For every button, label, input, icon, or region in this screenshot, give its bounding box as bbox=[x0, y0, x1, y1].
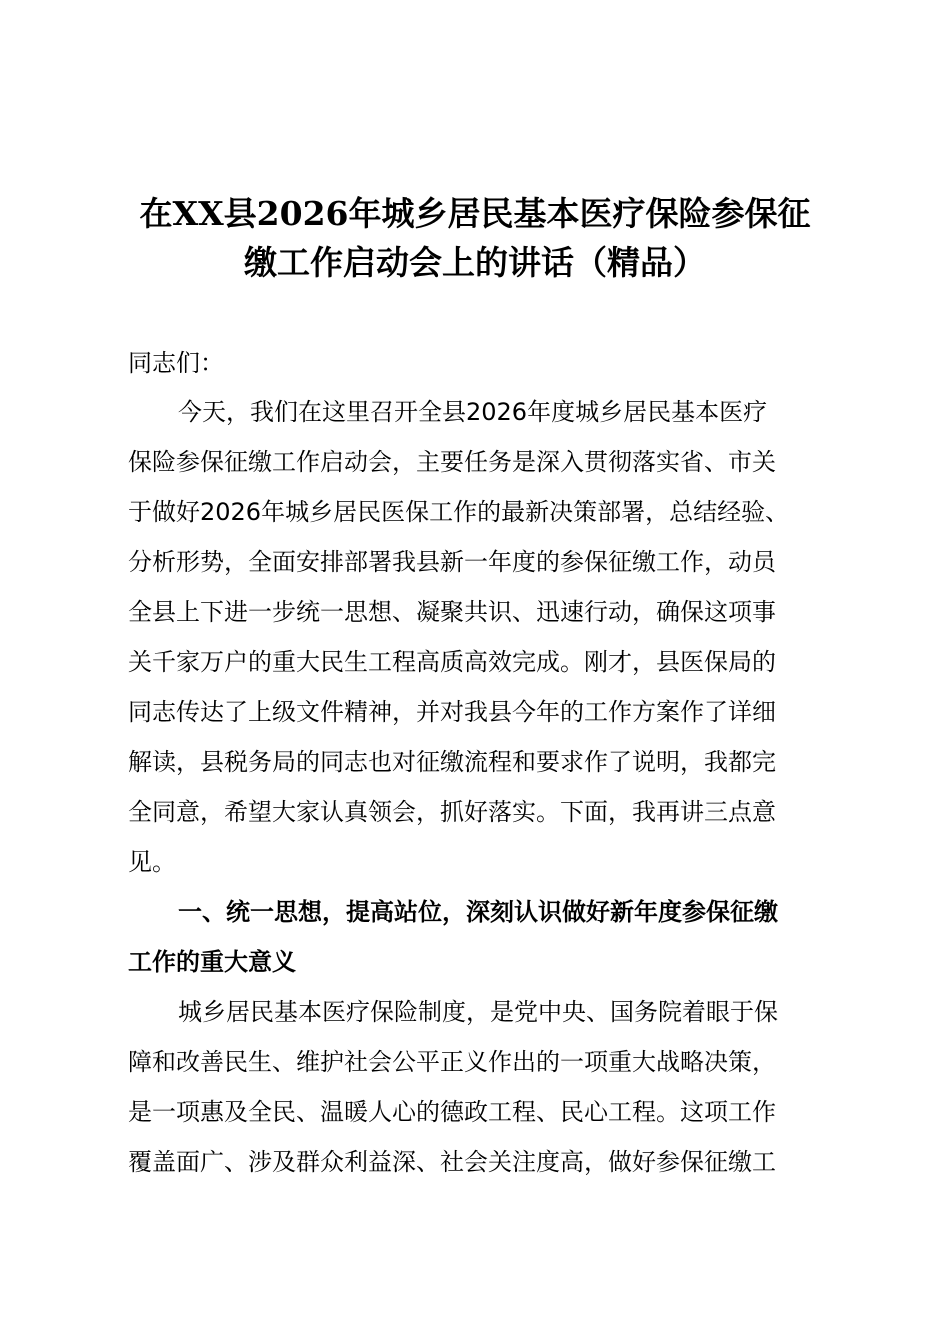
paragraph-1-line: 全同意，希望大家认真领会，抓好落实。下面，我再讲三点意 bbox=[128, 798, 776, 826]
document-title-line-2: 缴工作启动会上的讲话（精品） bbox=[244, 243, 706, 282]
paragraph-2-line: 覆盖面广、涉及群众利益深、社会关注度高，做好参保征缴工 bbox=[128, 1148, 776, 1176]
paragraph-1-line: 关千家万户的重大民生工程高质高效完成。刚才，县医保局的 bbox=[128, 648, 776, 676]
paragraph-2-line: 城乡居民基本医疗保险制度，是党中央、国务院着眼于保 bbox=[178, 998, 778, 1026]
paragraph-1-line: 今天，我们在这里召开全县2026年度城乡居民基本医疗 bbox=[178, 398, 768, 426]
paragraph-2-line: 是一项惠及全民、温暖人心的德政工程、民心工程。这项工作 bbox=[128, 1098, 776, 1126]
paragraph-1-line: 保险参保征缴工作启动会，主要任务是深入贯彻落实省、市关 bbox=[128, 448, 776, 476]
greeting: 同志们： bbox=[128, 349, 224, 377]
section-heading-1-line: 一、统一思想，提高站位，深刻认识做好新年度参保征缴 bbox=[178, 898, 778, 926]
paragraph-1 bbox=[128, 387, 828, 887]
paragraph-1-line: 解读，县税务局的同志也对征缴流程和要求作了说明，我都完 bbox=[128, 748, 776, 776]
paragraph-1-line: 分析形势，全面安排部署我县新一年度的参保征缴工作，动员 bbox=[128, 548, 776, 576]
document-title-line-1: 在XX县2026年城乡居民基本医疗保险参保征 bbox=[139, 194, 811, 233]
paragraph-1-line: 同志传达了上级文件精神，并对我县今年的工作方案作了详细 bbox=[128, 698, 776, 726]
section-heading-1 bbox=[128, 887, 828, 987]
paragraph-2 bbox=[128, 987, 828, 1187]
paragraph-1-line: 全县上下进一步统一思想、凝聚共识、迅速行动，确保这项事 bbox=[128, 598, 776, 626]
paragraph-2-line: 障和改善民生、维护社会公平正义作出的一项重大战略决策， bbox=[128, 1048, 776, 1076]
paragraph-1-line: 见。 bbox=[128, 848, 176, 876]
paragraph-1-line: 于做好2026年城乡居民医保工作的最新决策部署，总结经验、 bbox=[128, 498, 790, 526]
section-heading-1-line: 工作的重大意义 bbox=[128, 948, 296, 976]
